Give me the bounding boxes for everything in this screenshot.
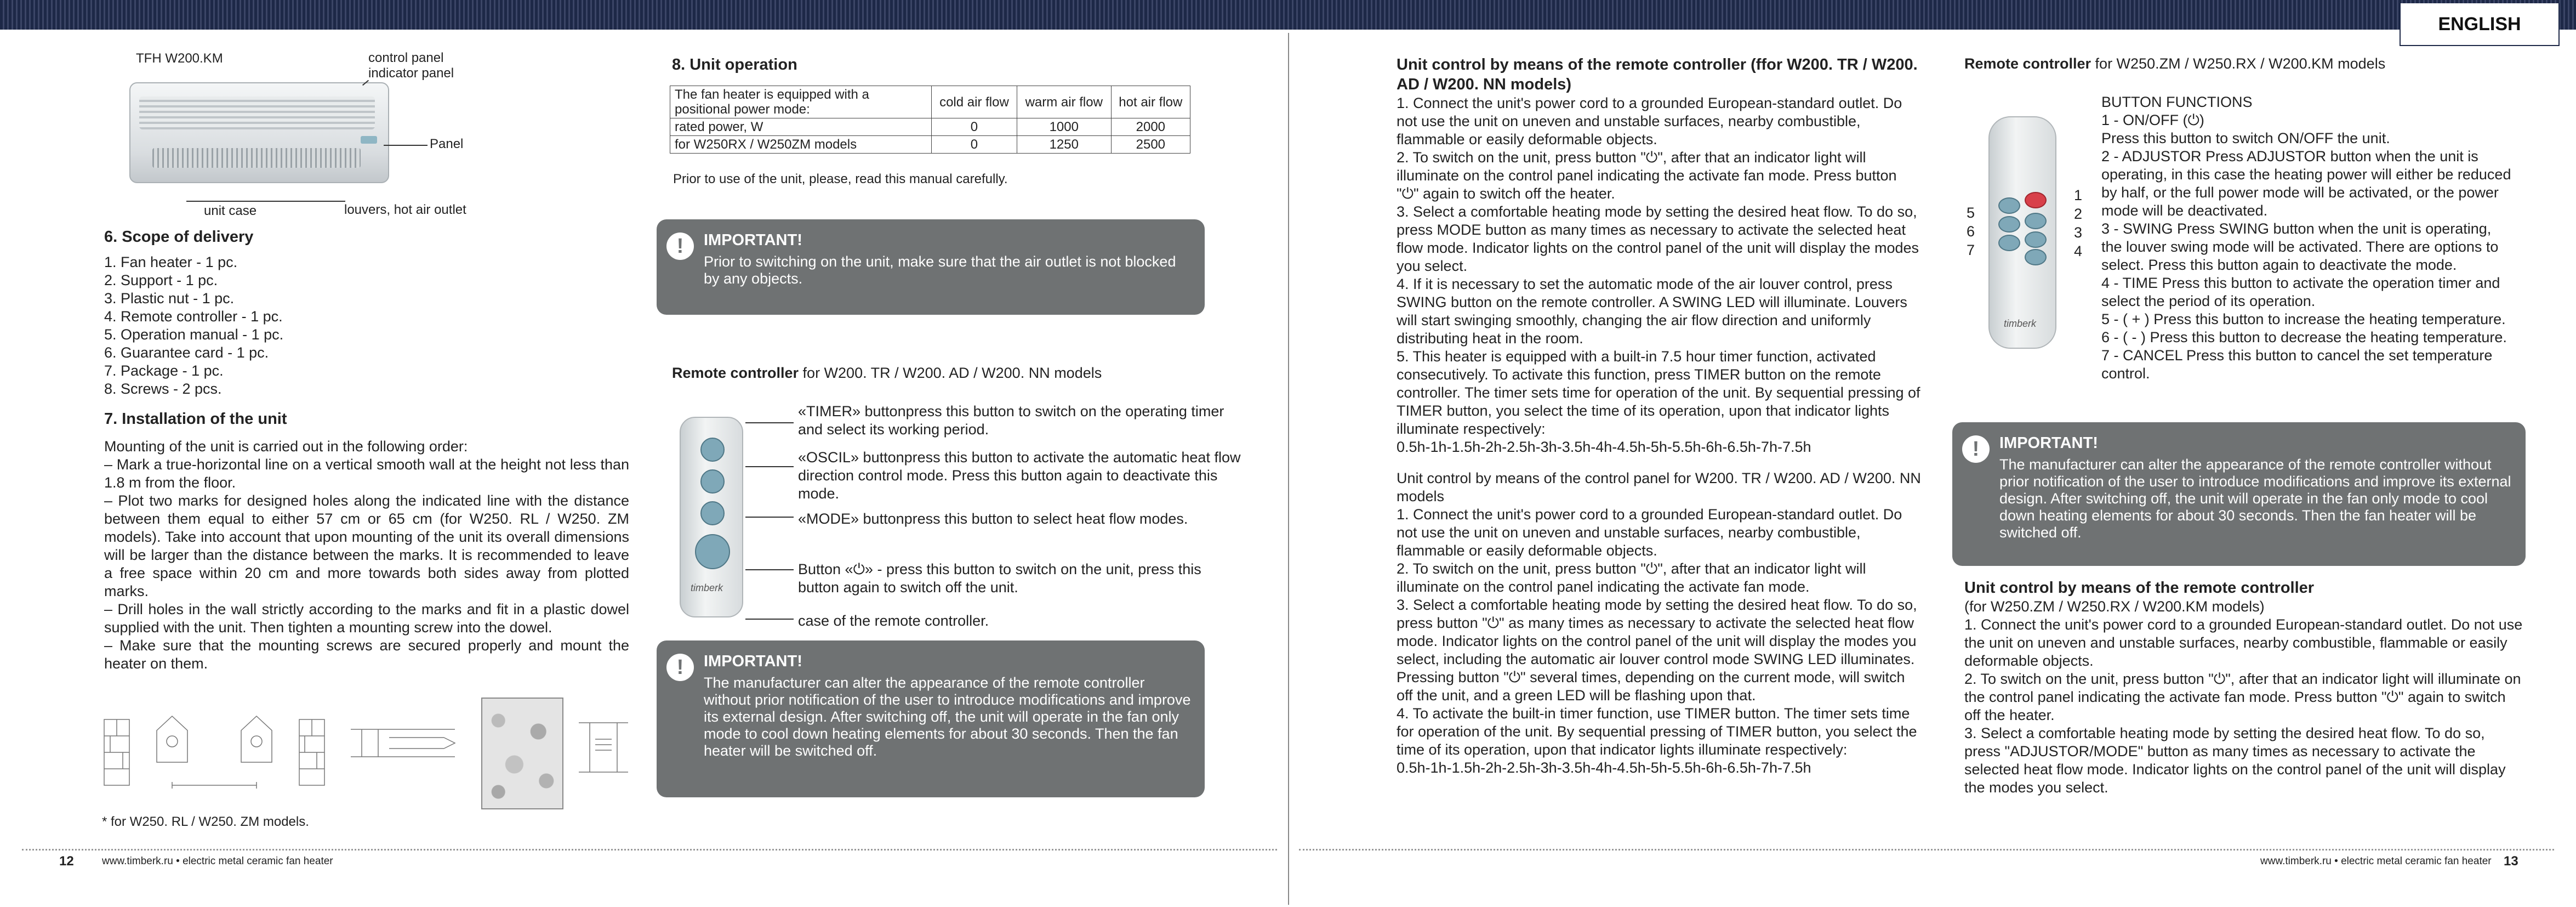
instruction-para: 1. Connect the unit's power cord to a grounded European-standard outlet. Do not use the unit on uneven and unstable surfaces, nearby combustible, flammable or easily deformable objects. bbox=[1964, 616, 2523, 669]
callout-number: 3 bbox=[2074, 224, 2083, 241]
screw-diagram bbox=[573, 712, 634, 783]
function-item: 5 - ( + ) Press this button to increase the heating temperature. bbox=[2101, 311, 2506, 327]
important-box bbox=[657, 640, 1205, 797]
list-item: 6. Guarantee card - 1 pc. bbox=[104, 344, 269, 361]
table-header: The fan heater is equipped with a positional power mode: bbox=[670, 86, 932, 118]
instruction-para: 2. To switch on the unit, press button "⏻", after that an indicator light will illuminate on the control panel indicating the activate fan mode. Press button "⏻" again to switch off the heater. bbox=[1964, 671, 2521, 723]
table-row bbox=[670, 86, 1190, 118]
case-desc: case of the remote controller. bbox=[798, 613, 989, 629]
function-item: 4 - TIME Press this button to activate the operation timer and select the period of its operation. bbox=[2101, 275, 2500, 309]
section-subtitle: Unit control by means of the control panel for W200. TR / W200. AD / W200. NN models bbox=[1397, 470, 1921, 504]
remote-title bbox=[672, 364, 1102, 382]
language-label: ENGLISH bbox=[2400, 3, 2560, 46]
button-7-icon bbox=[1998, 235, 2020, 251]
remote-title-rest: for W200. TR / W200. AD / W200. NN models bbox=[799, 365, 1102, 381]
timer-button-icon bbox=[700, 438, 725, 462]
panel-label: Panel bbox=[430, 137, 464, 151]
section-subtitle: (for W250.ZM / W250.RX / W200.KM models) bbox=[1964, 598, 2265, 615]
installation-step: – Mark a true-horizontal line on a vertical smooth wall at the height not less than 1.8 m from the floor. bbox=[104, 456, 629, 491]
important-title: IMPORTANT! bbox=[704, 653, 802, 670]
list-item: 7. Package - 1 pc. bbox=[104, 362, 224, 379]
table-cell: 0 bbox=[932, 136, 1017, 154]
louvers-label: louvers, hot air outlet bbox=[344, 202, 466, 217]
unit-case-label: unit case bbox=[204, 203, 257, 218]
table-header: hot air flow bbox=[1111, 86, 1190, 118]
instruction-para: 5. This heater is equipped with a built-in 7.5 hour timer function, activated consecutively. To activate this function, press TIMER button on the remote controller. The timer sets time for operation of the unit. By sequential pressing of TIMER button, you select the time of its operation, upon that indicator lights illuminate respectively: bbox=[1397, 348, 1920, 437]
remote-brand: timberk bbox=[2004, 318, 2037, 329]
table-cell: 1250 bbox=[1017, 136, 1111, 154]
oscil-button-icon bbox=[700, 469, 725, 494]
mounting-diagram bbox=[102, 703, 327, 796]
button-3-icon bbox=[2025, 231, 2047, 248]
control-panel-label: control panel indicator panel bbox=[368, 50, 454, 81]
list-item: 2. Support - 1 pc. bbox=[104, 272, 218, 288]
section-title: Unit control by means of the remote controller bbox=[1964, 579, 2315, 597]
list-item: 5. Operation manual - 1 pc. bbox=[104, 326, 284, 343]
instruction-para: 2. To switch on the unit, press button "⏻", after that an indicator light will illuminate on the control panel indicating the activate fan mode. bbox=[1397, 560, 1866, 595]
table-cell: 2000 bbox=[1111, 118, 1190, 136]
table-header: cold air flow bbox=[932, 86, 1017, 118]
list-item: 4. Remote controller - 1 pc. bbox=[104, 308, 283, 325]
page-number: 12 bbox=[59, 854, 74, 869]
instruction-para: 4. To activate the built-in timer function, use TIMER button. The timer sets time for operation of the unit. By sequential pressing of TIMER button, you select the time of its operation, upon that indicator lights illuminate respectively: bbox=[1397, 705, 1917, 758]
function-item: 3 - SWING Press SWING button when the unit is operating, the louver swing mode will be activated. There are options to select. Press this button again to deactivate the mode. bbox=[2101, 220, 2499, 273]
function-item: 7 - CANCEL Press this button to cancel the set temperature control. bbox=[2101, 347, 2493, 382]
warning-icon: ! bbox=[666, 654, 694, 681]
footer-site: www.timberk.ru • electric metal ceramic fan heater bbox=[2260, 855, 2492, 867]
list-item: 1. Fan heater - 1 pc. bbox=[104, 254, 238, 270]
remote-controller-illustration bbox=[680, 417, 743, 617]
footer-divider bbox=[22, 849, 1277, 851]
important-text: The manufacturer can alter the appearance of the remote controller without prior notification of the user to introduce modifications and improve its external design. After switching off, the unit will operate in the fan only mode to cool down heating elements for about 30 seconds. Then the fan heater will be switched off. bbox=[704, 674, 1191, 759]
button-2-icon bbox=[2025, 213, 2047, 229]
table-cell: 0 bbox=[932, 118, 1017, 136]
warning-icon: ! bbox=[666, 233, 694, 260]
delivery-title: 6. Scope of delivery bbox=[104, 228, 254, 246]
callout-number: 4 bbox=[2074, 243, 2083, 259]
callout-number: 2 bbox=[2074, 206, 2083, 222]
operation-table bbox=[670, 86, 1190, 154]
installation-text bbox=[104, 438, 629, 673]
instruction-para: 1. Connect the unit's power cord to a grounded European-standard outlet. Do not use the unit on uneven and unstable surfaces, nearby combustible, flammable or easily deformable objects. bbox=[1397, 506, 1902, 559]
timer-sequence: 0.5h-1h-1.5h-2h-2.5h-3h-3.5h-4h-4.5h-5h-5.5h-6h-6.5h-7h-7.5h bbox=[1397, 759, 1811, 776]
table-cell: for W250RX / W250ZM models bbox=[670, 136, 932, 154]
table-cell: 2500 bbox=[1111, 136, 1190, 154]
button-6-icon bbox=[1998, 216, 2020, 233]
remote-title-rest: for W250.ZM / W250.RX / W200.KM models bbox=[2091, 55, 2386, 72]
function-item: 6 - ( - ) Press this button to decrease the heating temperature. bbox=[2101, 329, 2507, 345]
callout-number: 5 bbox=[1967, 205, 1975, 221]
instruction-para: 3. Select a comfortable heating mode by setting the desired heat flow. To do so, press MODE button as many times as necessary to activate the selected heat flow mode. Indicator lights on the control panel of the unit will display the modes you select. bbox=[1397, 203, 1919, 274]
remote-title-bold: Remote controller bbox=[672, 365, 799, 381]
warning-icon: ! bbox=[1962, 435, 1990, 463]
power-desc: Button «⏻» - press this button to switch on the unit, press this button again to switch off the unit. bbox=[798, 561, 1201, 596]
remote-brand: timberk bbox=[691, 582, 723, 593]
important-text: The manufacturer can alter the appearance of the remote controller without prior notification of the user to introduce modifications and improve its external design. After switching off, the unit will operate in the fan only mode to cool down heating elements for about 30 seconds. Then the fan heater will be switched off. bbox=[1999, 456, 2511, 541]
table-header: warm air flow bbox=[1017, 86, 1111, 118]
footer-divider bbox=[1299, 849, 2554, 851]
oscil-desc: «OSCIL» buttonpress this button to activate the automatic heat flow direction control mode. Press this button again to deactivate this mode. bbox=[798, 449, 1241, 502]
list-item: 3. Plastic nut - 1 pc. bbox=[104, 290, 235, 307]
function-item: 1 - ON/OFF (⏻) bbox=[2101, 112, 2204, 128]
operation-note: Prior to use of the unit, please, read this manual carefully. bbox=[673, 172, 1008, 186]
remote-control-instructions-2 bbox=[1964, 578, 2523, 797]
remote-title-2 bbox=[1964, 55, 2385, 73]
functions-heading: BUTTON FUNCTIONS bbox=[2101, 94, 2253, 110]
callout-number: 7 bbox=[1967, 242, 1975, 258]
remote-controller-illustration bbox=[1988, 116, 2056, 349]
function-item: Press this button to switch ON/OFF the unit. bbox=[2101, 130, 2390, 146]
button-4-icon bbox=[2025, 249, 2047, 265]
list-item: 8. Screws - 2 pcs. bbox=[104, 381, 222, 397]
button-functions bbox=[2101, 93, 2512, 383]
installation-intro: Mounting of the unit is carried out in the following order: bbox=[104, 438, 468, 455]
footnote: * for W250. RL / W250. ZM models. bbox=[102, 814, 309, 829]
installation-step: – Plot two marks for designed holes along the indicated line with the distance between them equal to either 57 cm or 65 cm (for W250. RL / W250. ZM models). Take into account that upon mounting of the unit its overall dimensions will be larger than the distance between the marks. It is recommended to leave a free space within 20 cm and more towards both sides away from plotted marks. bbox=[104, 492, 629, 599]
instruction-para: 4. If it is necessary to set the automatic mode of the air louver control, press SWING button on the remote controller. A SWING LED will illuminate. Louvers will start swinging smoothly, changing the air flow direction and uniformly distributing heat in the room. bbox=[1397, 276, 1907, 347]
leader-line bbox=[186, 201, 345, 202]
remote-title-bold: Remote controller bbox=[1964, 55, 2091, 72]
header-stripe bbox=[0, 0, 2576, 30]
installation-step: – Make sure that the mounting screws are secured properly and mount the heater on them. bbox=[104, 637, 629, 672]
operation-title: 8. Unit operation bbox=[672, 56, 797, 73]
important-text: Prior to switching on the unit, make sure that the air outlet is not blocked by any objects. bbox=[704, 253, 1176, 287]
wall-stone-diagram bbox=[481, 698, 563, 809]
footer-site: www.timberk.ru • electric metal ceramic fan heater bbox=[102, 855, 333, 867]
important-title: IMPORTANT! bbox=[704, 231, 802, 249]
instruction-para: 1. Connect the unit's power cord to a grounded European-standard outlet. Do not use the unit on uneven and unstable surfaces, nearby combustible, flammable or easily deformable objects. bbox=[1397, 95, 1902, 148]
power-button-icon bbox=[2025, 192, 2047, 208]
model-label: TFH W200.KM bbox=[136, 51, 223, 66]
heater-illustration bbox=[129, 82, 389, 183]
table-cell: 1000 bbox=[1017, 118, 1111, 136]
page-gutter bbox=[1288, 33, 1289, 905]
instruction-para: 2. To switch on the unit, press button "⏻", after that an indicator light will illuminate on the control panel indicating the activate fan mode. Press button "⏻" again to switch off the heater. bbox=[1397, 149, 1897, 202]
section-title: Unit control by means of the remote controller (ffor W200. TR / W200. AD / W200. NN models) bbox=[1397, 56, 1918, 93]
leader-line bbox=[384, 145, 428, 146]
important-box bbox=[657, 219, 1205, 315]
important-box bbox=[1952, 422, 2526, 566]
timer-desc: «TIMER» buttonpress this button to switch on the operating timer and select its working period. bbox=[798, 403, 1224, 438]
function-item: 2 - ADJUSTOR Press ADJUSTOR button when the unit is operating, in this case the heating power will either be reduced by half, or the full power mode will be activated, or the power mode will be deactivated. bbox=[2101, 148, 2511, 219]
installation-title: 7. Installation of the unit bbox=[104, 410, 287, 428]
page-number: 13 bbox=[2504, 854, 2518, 869]
instruction-para: 3. Select a comfortable heating mode by setting the desired heat flow. To do so, press "ADJUSTOR/MODE" button as many times as necessary to activate the selected heat flow mode. Indicator lights on the control panel of the unit will display the modes you select. bbox=[1964, 725, 2506, 796]
callout-number: 6 bbox=[1967, 223, 1975, 240]
instruction-para: 3. Select a comfortable heating mode by setting the desired heat flow. To do so, press button "⏻" as many times as necessary to activate the selected heat flow mode. Indicator lights on the control panel of the unit will display the modes you select, including the automatic air louver control mode SWING LED illuminates. Pressing button "⏻" several times, depending on the current mode, will switch off the unit, and a green LED will be flashing upon that. bbox=[1397, 597, 1917, 704]
delivery-list bbox=[104, 253, 283, 398]
important-title: IMPORTANT! bbox=[1999, 434, 2098, 452]
mode-button-icon bbox=[700, 501, 725, 525]
callout-number: 1 bbox=[2074, 187, 2083, 203]
button-5-icon bbox=[1998, 197, 2020, 214]
mode-desc: «MODE» buttonpress this button to select heat flow modes. bbox=[798, 511, 1188, 527]
power-button-icon bbox=[695, 534, 730, 569]
table-row bbox=[670, 136, 1190, 154]
timer-sequence: 0.5h-1h-1.5h-2h-2.5h-3h-3.5h-4h-4.5h-5h-5.5h-6h-6.5h-7h-7.5h bbox=[1397, 439, 1811, 455]
table-cell: rated power, W bbox=[670, 118, 932, 136]
dowel-diagram bbox=[345, 707, 466, 779]
remote-control-instructions bbox=[1397, 55, 1923, 777]
table-row bbox=[670, 118, 1190, 136]
installation-step: – Drill holes in the wall strictly according to the marks and fit in a plastic dowel supplied with the unit. Then tighten a mounting screw into the dowel. bbox=[104, 601, 629, 636]
